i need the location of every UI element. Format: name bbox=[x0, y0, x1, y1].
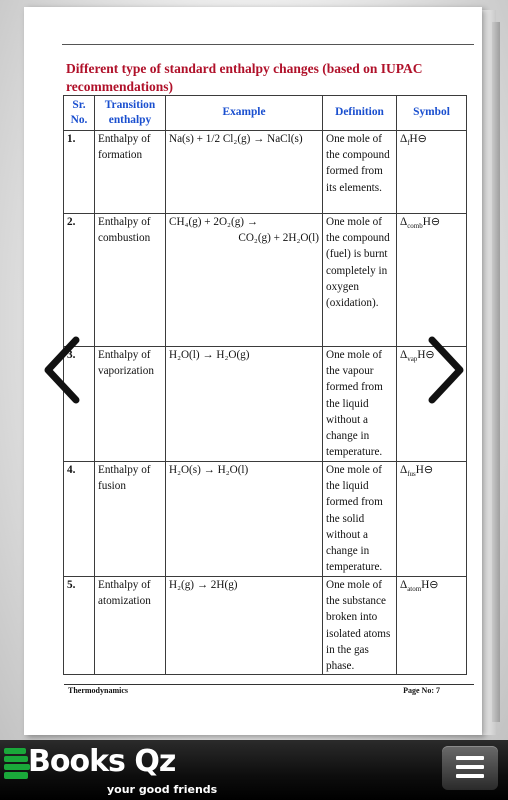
cell-symbol bbox=[397, 462, 467, 577]
header-sr: Sr. No. bbox=[64, 96, 95, 131]
symbol-delta: Δ bbox=[400, 579, 408, 591]
section-title: Different type of standard enthalpy changes (based on IUPAC recommendations) bbox=[66, 61, 423, 94]
header-example: Example bbox=[166, 96, 323, 131]
cell-definition bbox=[323, 577, 397, 675]
symbol-tail: H⊖ bbox=[422, 216, 441, 228]
transition-text: Enthalpy of formation bbox=[98, 133, 151, 162]
cell-sr bbox=[64, 577, 95, 675]
symbol-subscript: fus bbox=[407, 470, 416, 479]
transition-text: Enthalpy of atomization bbox=[98, 579, 151, 608]
transition-text: Enthalpy of combustion bbox=[98, 216, 151, 245]
cell-sr bbox=[64, 214, 95, 347]
chevron-right-icon bbox=[424, 336, 468, 404]
example-text: Na(s) + 1/2 Cl₂(g) → NaCl(s) bbox=[169, 133, 303, 145]
table-row bbox=[64, 214, 467, 347]
table-row bbox=[64, 347, 467, 462]
definition-text: One mole of the compound formed from its elements. bbox=[326, 133, 390, 194]
symbol-subscript: f bbox=[407, 139, 410, 148]
cell-example bbox=[166, 347, 323, 462]
definition-text: One mole of the liquid formed from the solid without a change in temperature. bbox=[326, 464, 383, 574]
cell-example bbox=[166, 214, 323, 347]
footer-page-number: Page No: 7 bbox=[403, 686, 440, 695]
symbol-subscript: atom bbox=[407, 585, 422, 594]
cell-example bbox=[166, 131, 323, 214]
sr-text: 5. bbox=[67, 579, 76, 591]
cell-definition bbox=[323, 347, 397, 462]
header-rule bbox=[62, 44, 474, 45]
transition-text: Enthalpy of fusion bbox=[98, 464, 151, 493]
definition-text: One mole of the compound (fuel) is burnt completely in oxygen (oxidation). bbox=[326, 216, 390, 310]
symbol-tail: H⊖ bbox=[409, 133, 428, 145]
cell-sr bbox=[64, 131, 95, 214]
menu-icon-bar bbox=[456, 774, 484, 778]
symbol-tail: H⊖ bbox=[421, 579, 439, 591]
cell-transition bbox=[95, 462, 166, 577]
sr-text: 3. bbox=[67, 349, 76, 361]
enthalpy-table bbox=[63, 95, 467, 675]
footer-chapter: Thermodynamics bbox=[68, 686, 128, 695]
next-page-button[interactable] bbox=[424, 336, 468, 404]
header-definition: Definition bbox=[323, 96, 397, 131]
definition-text: One mole of the vapour formed from the liquid without a change in temperature. bbox=[326, 349, 383, 459]
menu-icon bbox=[456, 756, 484, 760]
prev-page-button[interactable] bbox=[40, 336, 84, 404]
example-text: CH₄(g) + 2O₂(g) → bbox=[169, 216, 258, 228]
definition-text: One mole of the substance broken into isolated atoms in the gas phase. bbox=[326, 579, 391, 673]
example-text: H₂(g) → 2H(g) bbox=[169, 579, 238, 591]
example-text: H₂O(s) → H₂O(l) bbox=[169, 464, 249, 476]
page-stack-shadow bbox=[492, 22, 500, 722]
symbol-delta: Δ bbox=[400, 133, 408, 145]
brand-tagline: your good friends bbox=[107, 783, 218, 796]
symbol-delta: Δ bbox=[400, 216, 408, 228]
cell-transition bbox=[95, 577, 166, 675]
transition-text: Enthalpy of vaporization bbox=[98, 349, 154, 378]
example-text-cont: CO₂(g) + 2H₂O(l) bbox=[238, 232, 319, 245]
symbol-delta: Δ bbox=[400, 349, 408, 361]
cell-transition bbox=[95, 131, 166, 214]
cell-definition bbox=[323, 131, 397, 214]
cell-definition bbox=[323, 214, 397, 347]
symbol-subscript: comb bbox=[407, 222, 423, 231]
cell-symbol bbox=[397, 214, 467, 347]
header-transition: Transition enthalpy bbox=[95, 96, 166, 131]
cell-symbol bbox=[397, 131, 467, 214]
header-symbol: Symbol bbox=[397, 96, 467, 131]
symbol-subscript: vap bbox=[407, 355, 418, 364]
book-page bbox=[24, 7, 482, 735]
chevron-left-icon bbox=[40, 336, 84, 404]
cell-symbol bbox=[397, 577, 467, 675]
sr-text: 4. bbox=[67, 464, 76, 476]
sr-text: 1. bbox=[67, 133, 76, 145]
menu-button[interactable] bbox=[442, 746, 498, 790]
symbol-tail: H⊖ bbox=[417, 349, 435, 361]
example-text: H₂O(l) → H₂O(g) bbox=[169, 349, 250, 361]
symbol-tail: H⊖ bbox=[415, 464, 434, 476]
cell-example bbox=[166, 462, 323, 577]
menu-icon-bar bbox=[456, 765, 484, 769]
table-header-row bbox=[64, 96, 467, 131]
table-row bbox=[64, 131, 467, 214]
table-row bbox=[64, 577, 467, 675]
cell-transition bbox=[95, 214, 166, 347]
cell-sr bbox=[64, 462, 95, 577]
footer-rule bbox=[64, 684, 474, 685]
symbol-delta: Δ bbox=[400, 464, 408, 476]
cell-example bbox=[166, 577, 323, 675]
cell-definition bbox=[323, 462, 397, 577]
table-row bbox=[64, 462, 467, 577]
sr-text: 2. bbox=[67, 216, 76, 228]
cell-transition bbox=[95, 347, 166, 462]
brand-logo-text: Books Qz bbox=[28, 744, 176, 779]
